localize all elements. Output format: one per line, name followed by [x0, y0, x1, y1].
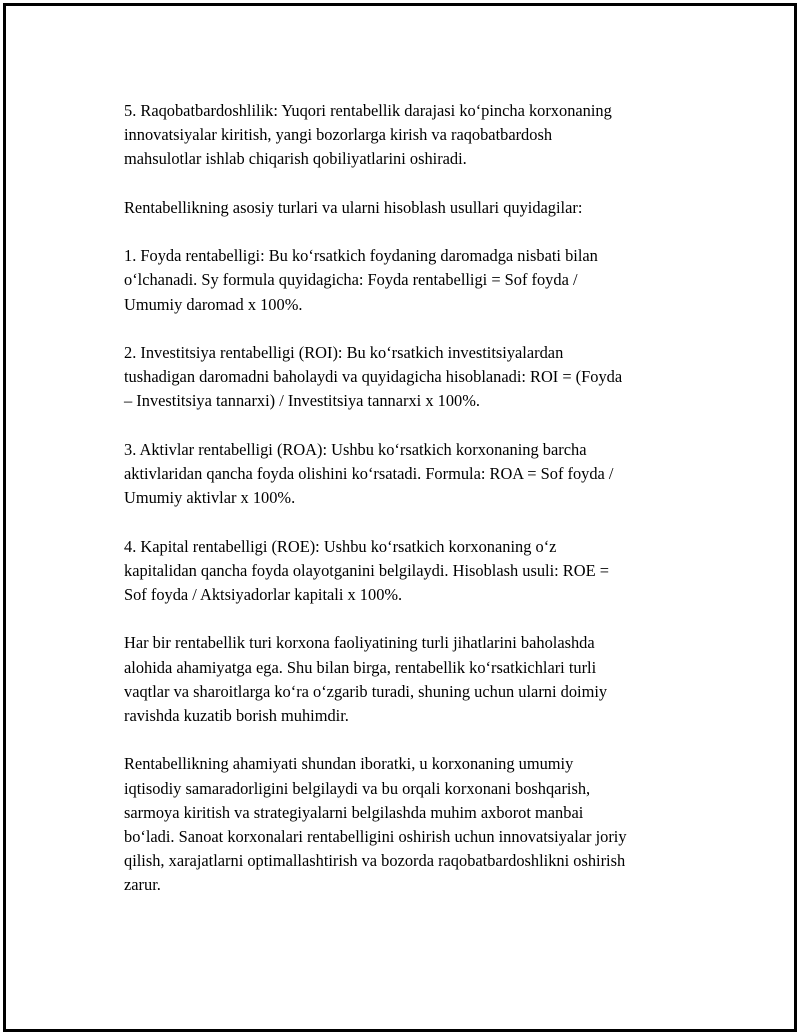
paragraph-roi	[124, 341, 690, 414]
document-body	[124, 99, 690, 922]
text-line: 5. Raqobatbardoshlilik: Yuqori rentabellik darajasi koʻpincha korxonaning	[124, 101, 612, 120]
text-line: vaqtlar va sharoitlarga koʻra oʻzgarib turadi, shuning uchun ularni doimiy	[124, 681, 608, 701]
text-line: qilish, xarajatlarni optimallashtirish va bozorda raqobatbardoshlikni oshirish	[124, 851, 626, 871]
text-line: 3. Aktivlar rentabelligi (ROA): Ushbu koʻrsatkich korxonaning barcha	[124, 439, 587, 459]
paragraph-profit-margin	[124, 244, 690, 317]
text-line: boʻladi. Sanoat korxonalari rentabelligini oshirish uchun innovatsiyalar joriy	[124, 826, 627, 846]
text-line: Sof foyda / Aktsiyadorlar kapitali x 100%.	[124, 584, 403, 604]
text-line: mahsulotlar ishlab chiqarish qobiliyatlarini oshiradi.	[124, 149, 467, 169]
text-line: sarmoya kiritish va strategiyalarni belgilashda muhim axborot manbai	[124, 802, 584, 822]
paragraph-roa	[124, 438, 690, 511]
text-line: 2. Investitsiya rentabelligi (ROI): Bu koʻrsatkich investitsiyalardan	[124, 342, 564, 362]
text-line: Umumiy daromad x 100%.	[124, 294, 303, 314]
text-line: iqtisodiy samaradorligini belgilaydi va bu orqali korxonani boshqarish,	[124, 778, 591, 798]
text-line: 1. Foyda rentabelligi: Bu koʻrsatkich foydaning daromadga nisbati bilan	[124, 246, 598, 266]
text-line: Umumiy aktivlar x 100%.	[124, 488, 296, 508]
text-line: ravishda kuzatib borish muhimdir.	[124, 705, 349, 725]
text-line: kapitalidan qancha foyda olayotganini belgilaydi. Hisoblash usuli: ROE =	[124, 560, 609, 580]
text-line: aktivlaridan qancha foyda olishini koʻrsatadi. Formula: ROA = Sof foyda /	[124, 463, 614, 483]
text-line: Rentabellikning asosiy turlari va ularni hisoblash usullari quyidagilar:	[124, 197, 583, 217]
page-frame	[3, 3, 797, 1032]
paragraph-types-intro	[124, 196, 690, 220]
paragraph-importance	[124, 752, 690, 897]
paragraph-competitiveness	[124, 99, 690, 172]
text-line: – Investitsiya tannarxi) / Investitsiya tannarxi x 100%.	[124, 391, 480, 411]
text-line: oʻlchanadi. Sy formula quyidagicha: Foyda rentabelligi = Sof foyda /	[124, 270, 578, 290]
text-line: alohida ahamiyatga ega. Shu bilan birga, rentabellik koʻrsatkichlari turli	[124, 657, 597, 677]
paragraph-roe	[124, 535, 690, 608]
text-line: tushadigan daromadni baholaydi va quyidagicha hisoblanadi: ROI = (Foyda	[124, 367, 623, 387]
text-line: Har bir rentabellik turi korxona faoliyatining turli jihatlarini baholashda	[124, 633, 595, 653]
text-line: Rentabellikning ahamiyati shundan iboratki, u korxonaning umumiy	[124, 754, 574, 774]
text-line: zarur.	[124, 875, 161, 895]
text-line: 4. Kapital rentabelligi (ROE): Ushbu koʻrsatkich korxonaning oʻz	[124, 536, 557, 556]
paragraph-each-type	[124, 631, 690, 728]
text-line: innovatsiyalar kiritish, yangi bozorlarga kirish va raqobatbardosh	[124, 125, 553, 145]
